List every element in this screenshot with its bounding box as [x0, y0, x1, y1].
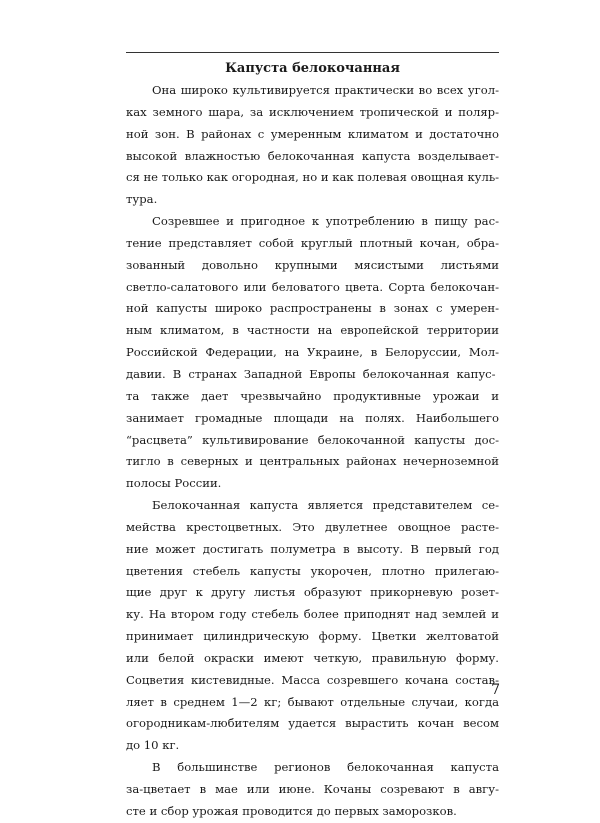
text-line: занимает громадные площади на полях. Наибольшего: [126, 410, 499, 425]
text-line: ся не только как огородная, но и как полевая овощная куль-: [126, 170, 500, 185]
text-line: или белой окраски имеют четкую, правильную форму.: [126, 650, 499, 665]
text-line: ляет в среднем 1—2 кг; бывают отдельные случаи, когда: [126, 694, 499, 709]
text-line: за-цветает в мае или июне. Кочаны созревают в авгу-: [126, 782, 499, 796]
text-line: огородникам-любителям удается вырастить кочан весом: [126, 716, 499, 731]
text-line: принимает цилиндрическую форму. Цветки желтоватой: [126, 629, 499, 644]
text-line: ным климатом, в частности на европейской территории: [126, 323, 499, 338]
text-line: ной капусты широко распространены в зонах с умерен-: [126, 301, 499, 316]
text-line: мейства крестоцветных. Это двулетнее овощное расте-: [126, 519, 499, 534]
text-line: тигло в северных и центральных районах нечерноземной: [126, 454, 499, 469]
text-line: зованный довольно крупными мясистыми листьями: [126, 257, 499, 272]
text-line: сте и сбор урожая проводится до первых заморозков.: [126, 803, 457, 818]
body-text: [126, 80, 499, 823]
text-line: Соцветия кистевидные. Масса созревшего кочана состав-: [126, 672, 499, 687]
text-line: Белокочанная капуста является представителем се-: [152, 498, 499, 513]
text-line: В большинстве регионов белокочанная капуста: [152, 760, 499, 775]
text-line: та также дает чрезвычайно продуктивные урожаи и: [126, 388, 499, 403]
text-line: Она широко культивируется практически во всех угол-: [152, 83, 499, 97]
header-rule: [126, 52, 499, 53]
text-line: Российской Федерации, на Украине, в Белоруссии, Мол-: [126, 345, 499, 360]
text-line: тура.: [126, 192, 158, 207]
text-line: тение представляет собой круглый плотный кочан, обра-: [126, 235, 499, 250]
text-line: щие друг к другу листья образуют прикорневую розет-: [126, 585, 499, 600]
text-line: высокой влажностью белокочанная капуста возделывает-: [126, 148, 499, 163]
text-line: цветения стебель капусты укорочен, плотно прилегаю-: [126, 563, 499, 578]
text-line: ной зон. В районах с умеренным климатом и достаточно: [126, 126, 499, 141]
text-line: Созревшее и пригодное к употреблению в пищу рас-: [152, 214, 499, 229]
text-line: до 10 кг.: [126, 738, 180, 753]
text-line: ние может достигать полуметра в высоту. В первый год: [126, 541, 499, 556]
text-line: “расцвета” культивирование белокочанной капусты дос-: [126, 432, 499, 447]
page-title: Капуста белокочанная: [225, 61, 400, 76]
text-line: светло-салатового или беловатого цвета. Сорта белокочан-: [126, 279, 499, 294]
text-line: ку. На втором году стебель более приподнят над землей и: [126, 607, 499, 622]
page-number: 7: [491, 682, 500, 698]
text-line: давии. В странах Западной Европы белокочанная капус-: [126, 366, 496, 381]
text-line: ках земного шара, за исключением тропической и поляр-: [126, 104, 499, 119]
text-line: полосы России.: [126, 476, 222, 491]
